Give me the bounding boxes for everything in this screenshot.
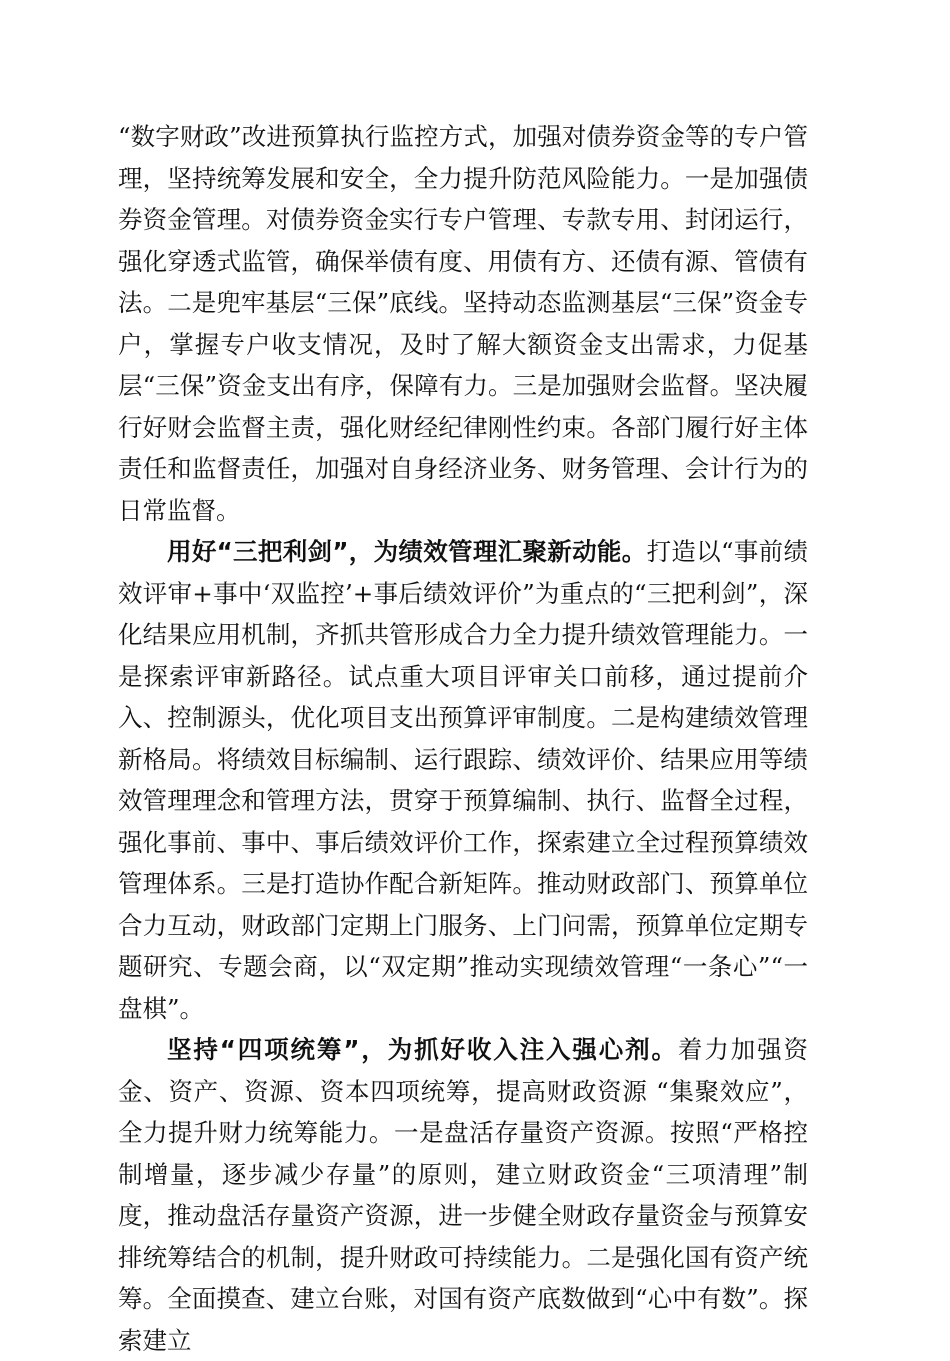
- document-page: [118, 116, 808, 1361]
- paragraph-3-heading: 坚持“四项统筹”，为抓好收入注入强心剂。: [167, 1035, 678, 1064]
- paragraph-1-body: “数字财政”改进预算执行监控方式，加强对债券资金等的专户管理，坚持统筹发展和安全，全力提升防范风险能力。一是加强债券资金管理。对债券资金实行专户管理、专款专用、封闭运行，强化穿透式监管，确保举债有度、用债有方、还债有源、管债有法。二是兜牢基层“三保”底线。坚持动态监测基层“三保”资金专户，掌握专户收支情况，及时了解大额资金支出需求，力促基层“三保”资金支出有序，保障有力。三是加强财会监督。坚决履行好财会监督主责，强化财经纪律刚性约束。各部门履行好主体责任和监督责任，加强对自身经济业务、财务管理、会计行为的日常监督。: [118, 122, 808, 525]
- paragraph-3-body: 着力加强资金、资产、资源、资本四项统筹，提高财政资源 “集聚效应”，全力提升财力统筹能力。一是盘活存量资产资源。按照“严格控制增量，逐步减少存量”的原则，建立财政资金“三项清理”制度，推动盘活存量资产资源，进一步健全财政存量资金与预算安排统筹结合的机制，提升财政可持续能力。二是强化国有资产统筹。全面摸查、建立台账，对国有资产底数做到“心中有数”。探索建立: [118, 1035, 809, 1355]
- paragraph-1: [118, 116, 808, 531]
- paragraph-3: [118, 1029, 808, 1361]
- paragraph-2-body: 打造以“事前绩效评审+事中‘双监控’+事后绩效评价”为重点的“三把利剑”，深化结果应用机制，齐抓共管形成合力全力提升绩效管理能力。一是探索评审新路径。试点重大项目评审关口前移，通过提前介入、控制源头，优化项目支出预算评审制度。二是构建绩效管理新格局。将绩效目标编制、运行跟踪、绩效评价、结果应用等绩效管理理念和管理方法，贯穿于预算编制、执行、监督全过程，强化事前、事中、事后绩效评价工作，探索建立全过程预算绩效管理体系。三是打造协作配合新矩阵。推动财政部门、预算单位合力互动，财政部门定期上门服务、上门问需，预算单位定期专题研究、专题会商，以“双定期”推动实现绩效管理“一条心”“一盘棋”。: [118, 537, 808, 1023]
- paragraph-2: [118, 531, 808, 1029]
- paragraph-2-heading: 用好“三把利剑”，为绩效管理汇聚新动能。: [167, 537, 647, 566]
